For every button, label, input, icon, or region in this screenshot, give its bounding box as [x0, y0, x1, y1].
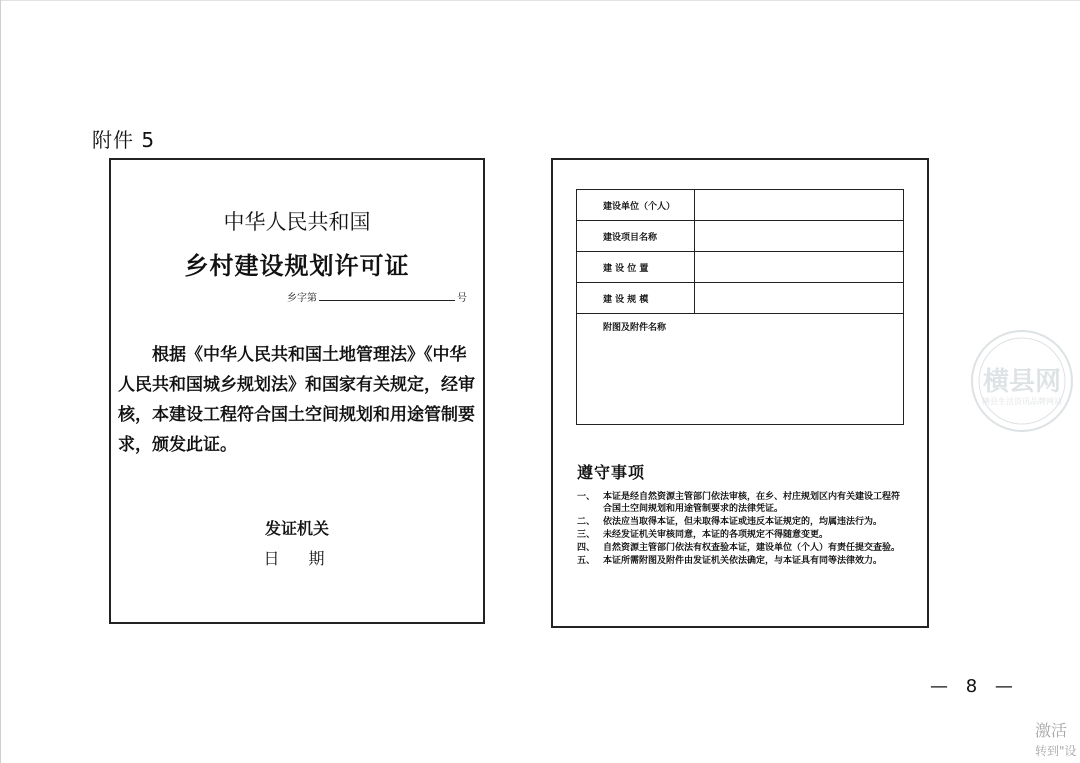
certificate-details: [551, 158, 929, 628]
list-item: [577, 529, 907, 541]
notice-text: 本证是经自然资源主管部门依法审核，在乡、村庄规划区内有关建设工程符合国土空间规划和用途管制要求的法律凭证。: [603, 492, 901, 514]
list-item: [577, 516, 907, 528]
row-value: [695, 252, 904, 283]
svg-text:横县网: 横县网: [982, 367, 1062, 397]
table-row: [577, 252, 904, 283]
issue-date: 日 期: [263, 549, 337, 568]
activate-overlay-title: 激活: [1035, 721, 1068, 740]
certificate-title: 乡村建设规划许可证: [184, 252, 410, 280]
notice-text: 自然资源主管部门依法有权查验本证，建设单位（个人）有责任提交查验。: [603, 543, 901, 553]
list-item: [577, 542, 907, 554]
certificate-body: 根据《中华人民共和国土地管理法》《中华人民共和国城乡规划法》和国家有关规定，经审核，本建设工程符合国土空间规划和用途管制要求，颁发此证。: [118, 345, 475, 455]
svg-text:横县生活资讯品牌网站: 横县生活资讯品牌网站: [982, 397, 1062, 406]
page-number: — 8 —: [930, 676, 1019, 697]
row-label: 建设单位（个人）: [577, 190, 695, 221]
table-row: [577, 190, 904, 221]
row-label: 建 设 规 模: [577, 283, 695, 314]
row-value: [695, 283, 904, 314]
activate-overlay-hint: 转到"设: [1035, 744, 1077, 758]
issuing-authority: 发证机关: [264, 519, 329, 538]
serial-blank-line: [319, 291, 455, 301]
serial-number: [287, 289, 467, 304]
notice-number: 三、: [577, 530, 596, 540]
notice-text: 依法应当取得本证，但未取得本证或违反本证规定的，均属违法行为。: [603, 517, 883, 527]
attachments-cell: 附图及附件名称: [577, 314, 904, 425]
details-table: [576, 189, 904, 425]
row-value: [695, 190, 904, 221]
notice-number: 五、: [577, 556, 596, 566]
notice-list: [577, 491, 907, 568]
row-label: 建 设 位 置: [577, 252, 695, 283]
table-row: [577, 221, 904, 252]
list-item: [577, 555, 907, 567]
table-row: [577, 283, 904, 314]
notice-text: 未经发证机关审核同意，本证的各项规定不得随意变更。: [603, 530, 829, 540]
watermark-logo-icon: [962, 328, 1080, 434]
row-value: [695, 221, 904, 252]
country-name: 中华人民共和国: [223, 210, 371, 234]
list-item: [577, 491, 907, 515]
attachment-label: 附件 5: [92, 128, 156, 152]
page-edge-top: [0, 0, 1080, 1]
serial-suffix: 号: [457, 293, 467, 304]
notice-number: 四、: [577, 543, 596, 553]
row-label: 建设项目名称: [577, 221, 695, 252]
page-edge-left: [0, 0, 1, 763]
notice-number: 二、: [577, 517, 596, 527]
table-row: [577, 314, 904, 425]
notice-text: 本证所需附图及附件由发证机关依法确定，与本证具有同等法律效力。: [603, 556, 883, 566]
notice-title: 遵守事项: [577, 463, 646, 482]
notice-number: 一、: [577, 492, 596, 502]
certificate-cover: [109, 158, 485, 624]
serial-prefix: 乡字第: [287, 293, 317, 304]
